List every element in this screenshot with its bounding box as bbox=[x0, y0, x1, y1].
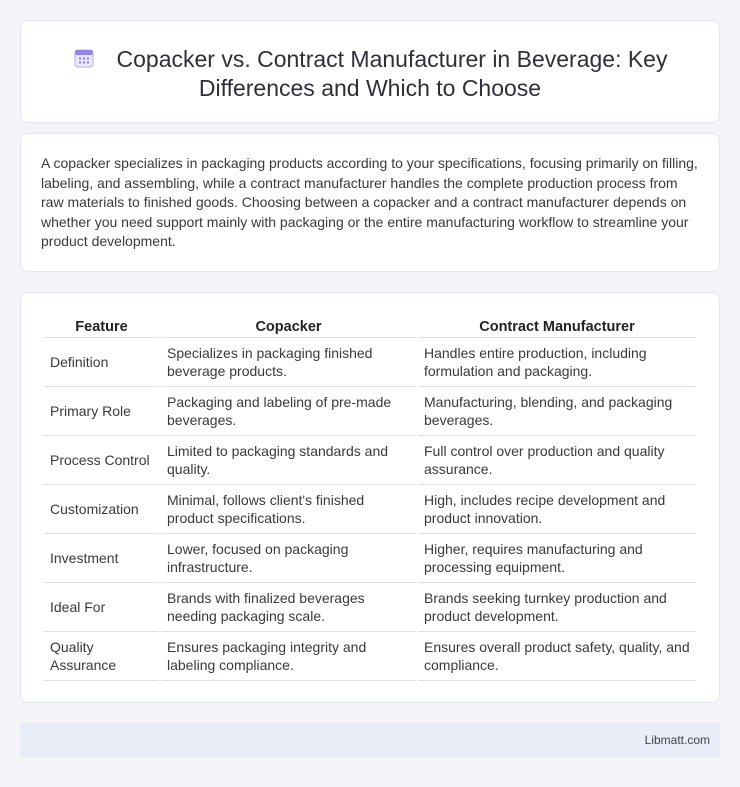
title-wrap bbox=[21, 45, 719, 103]
header-copacker: Copacker bbox=[161, 316, 416, 338]
comparison-table-card bbox=[20, 292, 720, 703]
feature-cell: Customization bbox=[44, 485, 159, 534]
calendar-grid-icon bbox=[73, 47, 95, 69]
table-row bbox=[44, 632, 696, 681]
table-row bbox=[44, 485, 696, 534]
copacker-cell: Ensures packaging integrity and labeling compliance. bbox=[161, 632, 416, 681]
copacker-cell: Specializes in packaging finished beverage products. bbox=[161, 338, 416, 387]
copacker-cell: Brands with finalized beverages needing packaging scale. bbox=[161, 583, 416, 632]
copacker-cell: Packaging and labeling of pre-made beverages. bbox=[161, 387, 416, 436]
page-title: Copacker vs. Contract Manufacturer in Beverage: Key Differences and Which to Choose bbox=[116, 46, 668, 101]
intro-card bbox=[20, 133, 720, 272]
footer bbox=[20, 723, 720, 757]
feature-cell: Quality Assurance bbox=[44, 632, 159, 681]
table-row bbox=[44, 583, 696, 632]
table-header-row bbox=[44, 316, 696, 338]
table-row bbox=[44, 534, 696, 583]
title-card bbox=[20, 20, 720, 123]
intro-paragraph: A copacker specializes in packaging products according to your specifications, focusing primarily on filling, labeling, and assembling, while a contract manufacturer handles the complete production process from raw materials to finished goods. Choosing between a copacker and a contract manufacturer depends on whether you need support mainly with packaging or the entire manufacturing workflow to streamline your product development. bbox=[41, 155, 698, 249]
table-row bbox=[44, 387, 696, 436]
contract-manufacturer-cell: High, includes recipe development and product innovation. bbox=[418, 485, 696, 534]
contract-manufacturer-cell: Higher, requires manufacturing and processing equipment. bbox=[418, 534, 696, 583]
footer-site-label: Libmatt.com bbox=[644, 733, 710, 747]
contract-manufacturer-cell: Handles entire production, including formulation and packaging. bbox=[418, 338, 696, 387]
contract-manufacturer-cell: Brands seeking turnkey production and product development. bbox=[418, 583, 696, 632]
feature-cell: Definition bbox=[44, 338, 159, 387]
feature-cell: Investment bbox=[44, 534, 159, 583]
contract-manufacturer-cell: Manufacturing, blending, and packaging beverages. bbox=[418, 387, 696, 436]
copacker-cell: Limited to packaging standards and quality. bbox=[161, 436, 416, 485]
contract-manufacturer-cell: Full control over production and quality assurance. bbox=[418, 436, 696, 485]
feature-cell: Process Control bbox=[44, 436, 159, 485]
table-row bbox=[44, 436, 696, 485]
comparison-table bbox=[42, 316, 698, 681]
feature-cell: Ideal For bbox=[44, 583, 159, 632]
contract-manufacturer-cell: Ensures overall product safety, quality, and compliance. bbox=[418, 632, 696, 681]
copacker-cell: Minimal, follows client's finished product specifications. bbox=[161, 485, 416, 534]
feature-cell: Primary Role bbox=[44, 387, 159, 436]
copacker-cell: Lower, focused on packaging infrastructure. bbox=[161, 534, 416, 583]
header-contract-manufacturer: Contract Manufacturer bbox=[418, 316, 696, 338]
table-row bbox=[44, 338, 696, 387]
header-feature: Feature bbox=[44, 316, 159, 338]
